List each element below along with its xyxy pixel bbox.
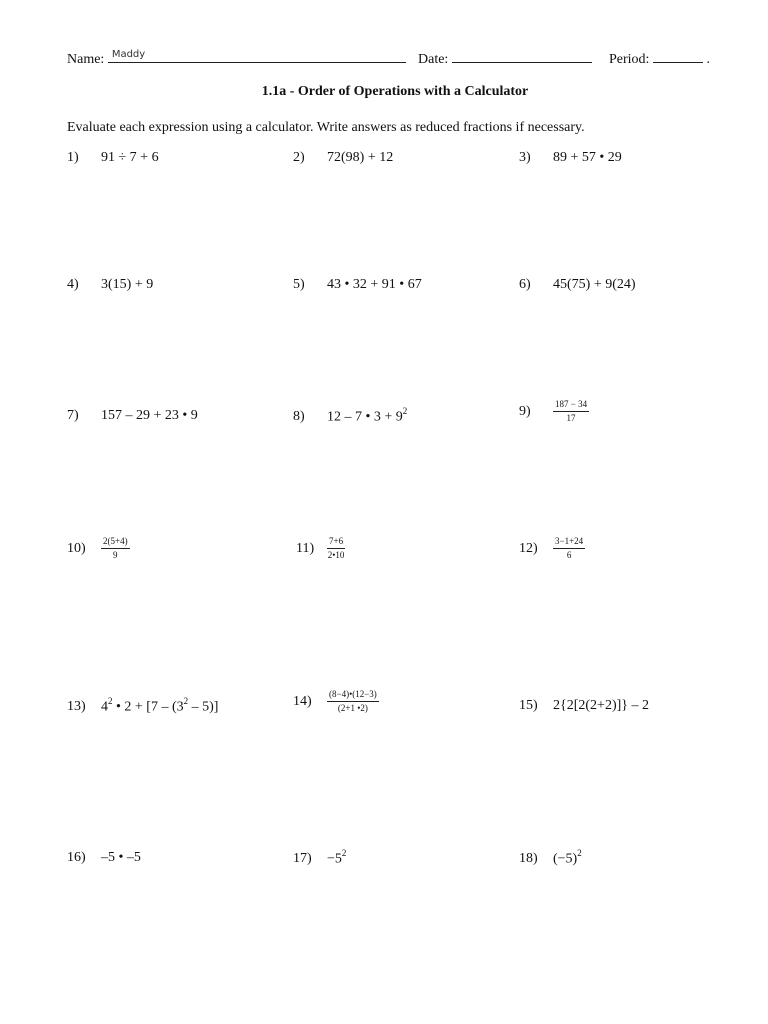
exponent: 2: [402, 406, 408, 416]
name-field[interactable]: [108, 48, 406, 63]
problem-number: 14): [293, 693, 312, 709]
problem-expression: 157 – 29 + 23 • 9: [101, 408, 198, 423]
fraction-numerator: (8−4)•(12−3): [327, 689, 379, 702]
problem-number: 2): [293, 150, 305, 165]
problem-expression: 91 ÷ 7 + 6: [101, 150, 159, 165]
problem-number: 11): [296, 540, 315, 556]
problem-4: [67, 275, 153, 293]
problem-15: [519, 696, 649, 714]
problem-expression: −5: [327, 851, 342, 867]
problem-number: 1): [67, 150, 79, 165]
problem-number: 15): [519, 698, 538, 713]
period-line: [609, 48, 710, 68]
problem-9: [519, 399, 589, 424]
fraction-numerator: 3−1+24: [553, 536, 585, 549]
problem-18: [519, 848, 582, 867]
problem-number: 17): [293, 851, 312, 867]
expression-part: 4: [101, 699, 108, 715]
problem-16: [67, 848, 141, 866]
problem-8: [293, 406, 407, 425]
problem-number: 3): [519, 150, 531, 165]
problem-expression: 72(98) + 12: [327, 150, 394, 165]
problem-6: [519, 275, 636, 293]
fraction: [101, 536, 130, 561]
expression-part: • 2 + [7 – (3: [112, 699, 184, 715]
problem-expression: 89 + 57 • 29: [553, 150, 622, 165]
name-value: Maddy: [111, 49, 146, 60]
fraction-denominator: 6: [566, 550, 572, 560]
name-line: [67, 48, 406, 68]
problem-1: [67, 148, 159, 166]
problem-11: [296, 536, 345, 561]
problem-number: 9): [519, 403, 531, 419]
problem-number: 6): [519, 277, 531, 292]
problem-expression: 12 – 7 • 3 + 9: [327, 409, 403, 425]
fraction-denominator: 9: [113, 550, 118, 560]
problem-10: [67, 536, 130, 561]
date-line: [418, 48, 592, 68]
problem-13: [67, 696, 218, 715]
trailing-period: .: [706, 52, 710, 67]
fraction-numerator: 187 − 34: [553, 399, 589, 412]
instructions: Evaluate each expression using a calculator. Write answers as reduced fractions if necessary.: [67, 120, 585, 135]
fraction-numerator: 2(5+4): [101, 536, 130, 549]
fraction: [553, 399, 589, 424]
fraction-numerator: 7+6: [327, 536, 345, 549]
problem-expression: 3(15) + 9: [101, 277, 154, 292]
fraction-denominator: 2•10: [327, 550, 345, 560]
expression-part: – 5)]: [188, 699, 219, 715]
problem-5: [293, 275, 422, 293]
problem-number: 12): [519, 540, 538, 556]
problem-expression: –5 • –5: [101, 850, 141, 865]
date-field[interactable]: [452, 48, 592, 63]
problem-number: 18): [519, 851, 538, 867]
problem-number: 4): [67, 277, 79, 292]
problem-7: [67, 406, 198, 424]
fraction: [327, 689, 379, 714]
problem-2: [293, 148, 393, 166]
fraction: [327, 536, 345, 561]
problem-number: 13): [67, 699, 86, 715]
problem-17: [293, 848, 346, 867]
page-title: 1.1a - Order of Operations with a Calculator: [261, 84, 529, 99]
problem-number: 5): [293, 277, 305, 292]
problem-12: [519, 536, 585, 561]
exponent: 2: [341, 848, 347, 858]
fraction-denominator: 17: [566, 413, 576, 423]
exponent: 2: [108, 696, 113, 706]
date-label: Date:: [418, 52, 449, 67]
problem-expression: 43 • 32 + 91 • 67: [327, 277, 422, 292]
problem-expression: (−5): [553, 851, 578, 867]
problem-expression: 45(75) + 9(24): [553, 277, 636, 292]
name-label: Name:: [67, 52, 105, 67]
period-label: Period:: [609, 52, 650, 67]
problem-number: 16): [67, 850, 86, 865]
exponent: 2: [183, 696, 189, 706]
exponent: 2: [577, 848, 582, 858]
problem-number: 10): [67, 540, 86, 556]
problem-3: [519, 148, 622, 166]
fraction: [553, 536, 585, 561]
problem-14: [293, 689, 379, 714]
period-field[interactable]: [653, 48, 703, 63]
problem-expression: 2{2[2(2+2)]} – 2: [553, 698, 649, 713]
problem-number: 7): [67, 408, 79, 423]
fraction-denominator: (2+1 •2): [337, 703, 368, 713]
problem-number: 8): [293, 409, 305, 425]
